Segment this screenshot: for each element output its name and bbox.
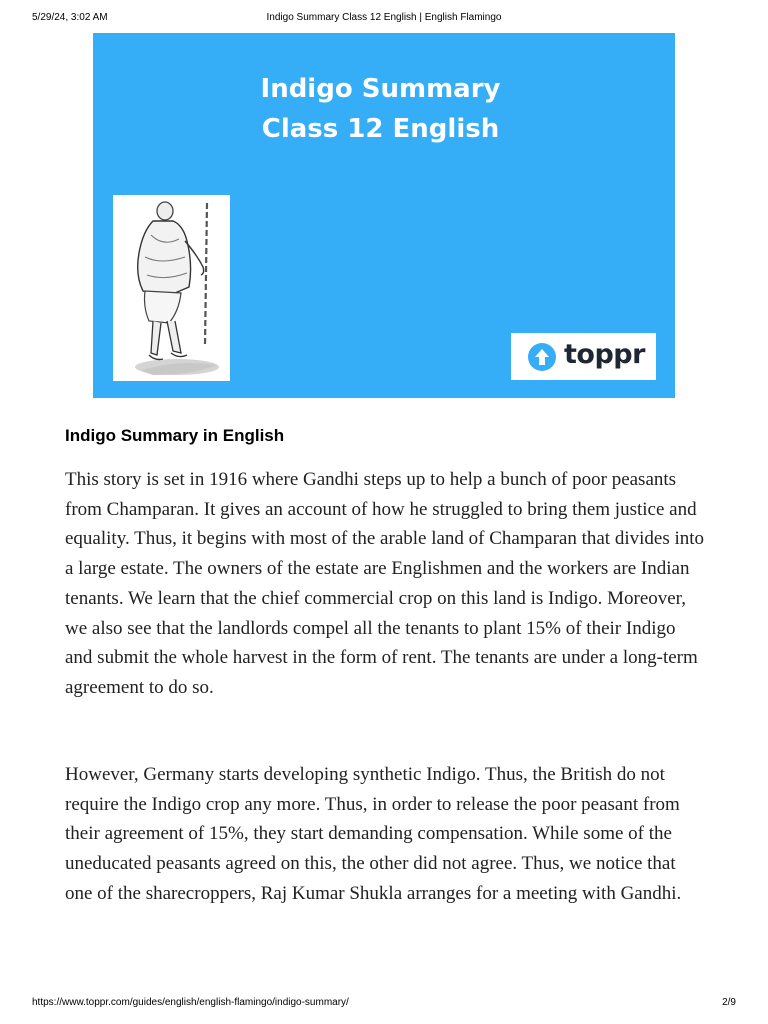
article-paragraph-2: However, Germany starts developing synthetic Indigo. Thus, the British do not require the Indigo crop any more. Thus, in order to release the poor peasant from their agreement of 15%, they start demanding compensation. While some of the uneducated peasants agreed on this, the other did not agree. Thus, we notice that one of the sharecroppers, Raj Kumar Shukla arranges for a meeting with Gandhi. — [65, 764, 682, 904]
section-heading: Indigo Summary in English — [65, 426, 285, 445]
up-arrow-circle-icon — [527, 342, 557, 372]
logo-text: toppr — [564, 339, 645, 370]
banner-title-line-1: Indigo Summary — [260, 74, 501, 104]
banner-title-line-2: Class 12 English — [261, 114, 500, 144]
toppr-logo — [511, 333, 656, 380]
print-url: https://www.toppr.com/guides/english/english-flamingo/indigo-summary/ — [32, 997, 349, 1008]
banner-title — [93, 69, 668, 149]
gandhi-sketch-icon — [113, 195, 230, 381]
print-page-number: 2/9 — [722, 997, 736, 1008]
print-header — [0, 12, 768, 26]
print-page-title: Indigo Summary Class 12 English | English Flamingo — [266, 12, 502, 23]
print-datetime: 5/29/24, 3:02 AM — [32, 12, 108, 23]
article-paragraph-1: This story is set in 1916 where Gandhi steps up to help a bunch of poor peasants from Champaran. It gives an account of how he struggled to bring them justice and equality. Thus, it begins with most of the arable land of Champaran that divides into a large estate. The owners of the estate are Englishmen and the workers are Indian tenants. We learn that the chief commercial crop on this land is Indigo. Moreover, we also see that the landlords compel all the tenants to plant 15% of their Indigo and submit the whole harvest in the form of rent. The tenants are under a long-term agreement to do so. — [65, 469, 705, 698]
article-banner — [93, 33, 675, 398]
